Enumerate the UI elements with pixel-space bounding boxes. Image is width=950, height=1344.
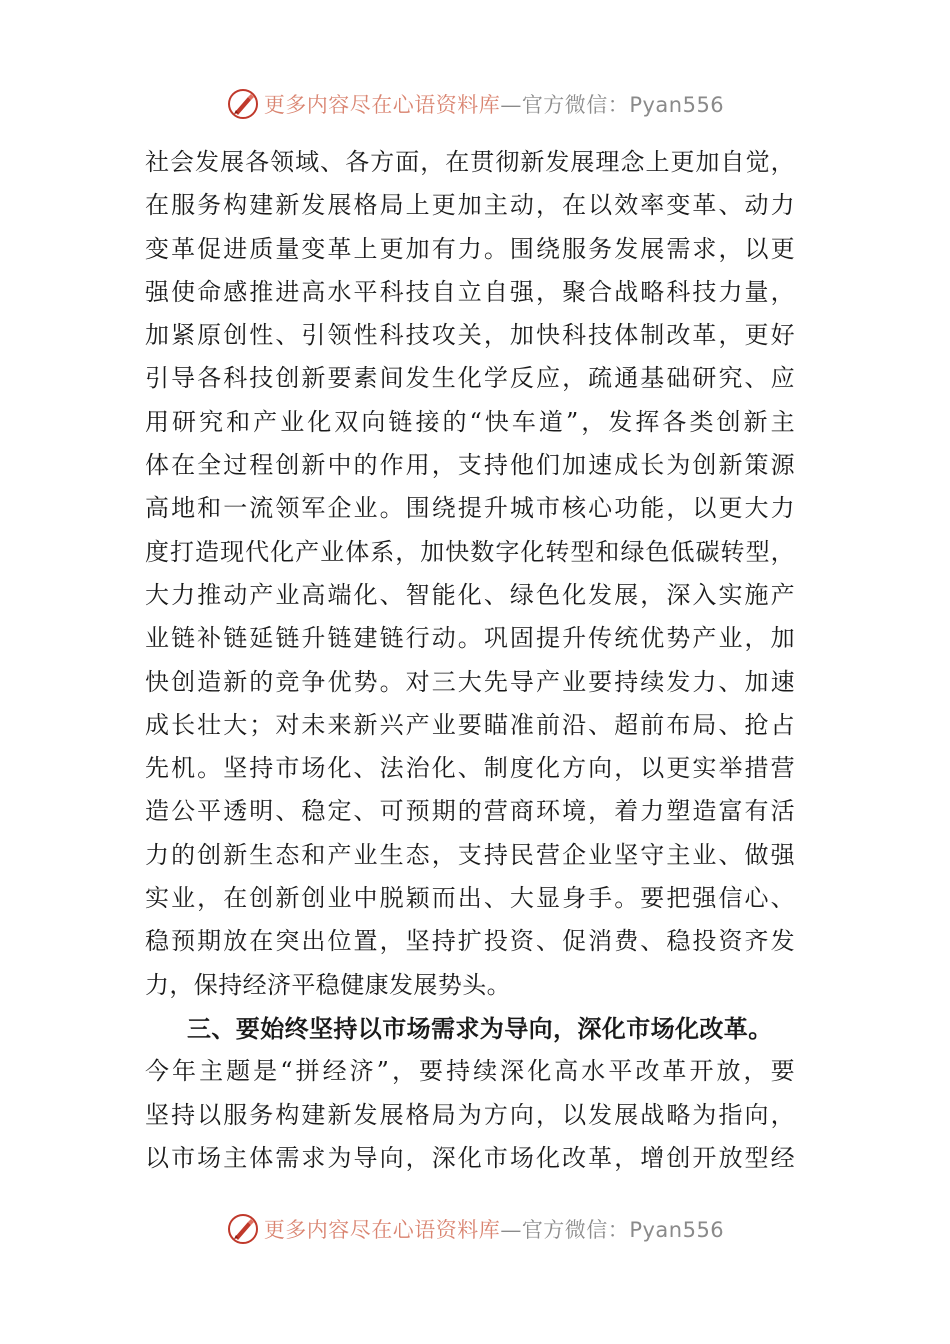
text-line: 用研究和产业化双向链接的“快车道”，发挥各类创新主 xyxy=(145,407,795,436)
paragraph-2 xyxy=(145,1050,795,1180)
text-line: 力，保持经济平稳健康发展势头。 xyxy=(145,970,511,999)
text-line: 实业，在创新创业中脱颖而出、大显身手。要把强信心、 xyxy=(145,884,795,913)
section-heading: 三、要始终坚持以市场需求为导向，深化市场化改革。 xyxy=(187,1013,773,1043)
text-line: 稳预期放在突出位置，坚持扩投资、促消费、稳投资齐发 xyxy=(145,927,795,956)
pen-logo-icon xyxy=(226,1212,260,1246)
watermark-text xyxy=(264,89,724,119)
watermark-wechat-id: Pyan556 xyxy=(629,93,725,117)
watermark-wechat-label: 官方微信： xyxy=(521,93,630,117)
text-line: 坚持以服务构建新发展格局为方向，以发展战略为指向， xyxy=(145,1100,795,1129)
text-line: 业链补链延链升链建链行动。巩固提升传统优势产业，加 xyxy=(145,624,795,653)
text-line: 强使命感推进高水平科技自立自强，聚合战略科技力量， xyxy=(145,277,795,306)
text-line: 引导各科技创新要素间发生化学反应，疏通基础研究、应 xyxy=(145,364,795,393)
text-line: 成长壮大；对未来新兴产业要瞄准前沿、超前布局、抢占 xyxy=(145,710,795,739)
watermark-dash: — xyxy=(500,93,522,117)
watermark-text xyxy=(264,1214,724,1244)
text-line: 力的创新生态和产业生态，支持民营企业坚守主业、做强 xyxy=(145,840,795,869)
text-line: 体在全过程创新中的作用，支持他们加速成长为创新策源 xyxy=(145,451,795,480)
text-line: 高地和一流领军企业。围绕提升城市核心功能，以更大力 xyxy=(145,494,795,523)
text-line: 大力推动产业高端化、智能化、绿色化发展，深入实施产 xyxy=(145,580,795,609)
text-line: 变革促进质量变革上更加有力。围绕服务发展需求，以更 xyxy=(145,234,795,263)
text-line: 快创造新的竞争优势。对三大先导产业要持续发力、加速 xyxy=(145,667,795,696)
text-line: 以市场主体需求为导向，深化市场化改革，增创开放型经 xyxy=(145,1143,795,1172)
text-line: 社会发展各领域、各方面，在贯彻新发展理念上更加自觉， xyxy=(145,148,795,176)
watermark-wechat-label: 官方微信： xyxy=(521,1218,630,1242)
paragraph-1 xyxy=(145,141,795,1007)
text-line: 度打造现代化产业体系，加快数字化转型和绿色低碳转型， xyxy=(145,537,795,566)
watermark-wechat-id: Pyan556 xyxy=(629,1218,725,1242)
pen-logo-icon xyxy=(226,87,260,121)
text-line: 先机。坚持市场化、法治化、制度化方向，以更实举措营 xyxy=(145,754,795,783)
text-line: 加紧原创性、引领性科技攻关，加快科技体制改革，更好 xyxy=(145,321,795,350)
header-watermark xyxy=(0,84,950,124)
text-line: 在服务构建新发展格局上更加主动，在以效率变革、动力 xyxy=(145,191,795,220)
watermark-site: 更多内容尽在心语资料库 xyxy=(263,93,501,117)
text-line: 今年主题是“拼经济”，要持续深化高水平改革开放，要 xyxy=(145,1057,795,1086)
document-body xyxy=(145,141,795,1180)
footer-watermark xyxy=(0,1209,950,1249)
watermark-site: 更多内容尽在心语资料库 xyxy=(263,1218,501,1242)
watermark-dash: — xyxy=(500,1218,522,1242)
text-line: 造公平透明、稳定、可预期的营商环境，着力塑造富有活 xyxy=(145,797,795,826)
